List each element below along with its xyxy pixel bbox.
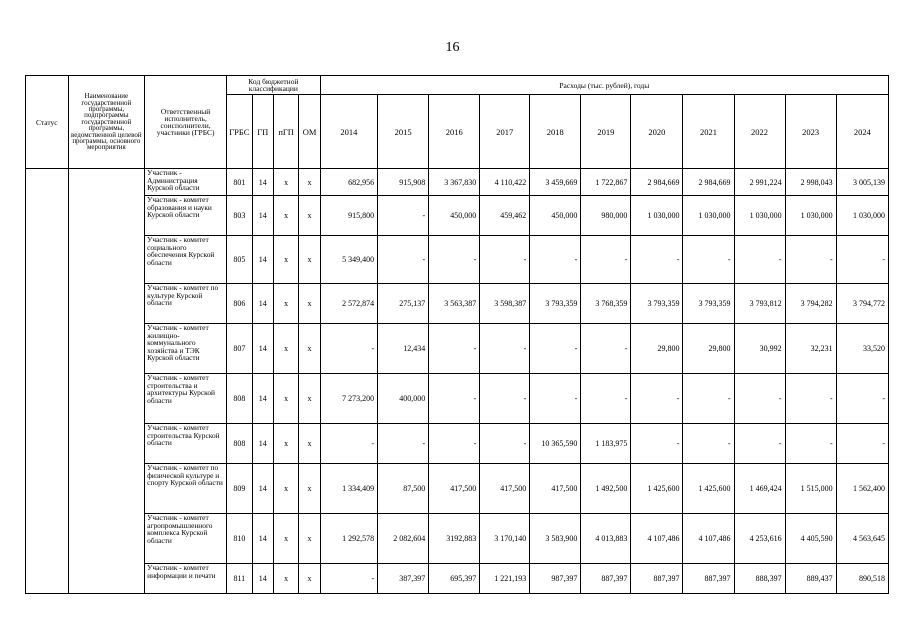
expense-value-cell: 10 365,590	[530, 424, 581, 464]
expense-value-cell: 3 793,359	[631, 284, 683, 324]
gp-cell: 14	[252, 284, 273, 324]
program-name-cell	[68, 169, 145, 594]
expense-value-cell: 3 768,359	[581, 284, 631, 324]
gp-cell: 14	[252, 324, 273, 374]
expense-value-cell: 4 107,486	[683, 514, 734, 564]
pgp-cell: х	[273, 196, 299, 236]
expense-value-cell: -	[683, 424, 734, 464]
table-row	[26, 169, 889, 196]
expense-value-cell: -	[429, 324, 480, 374]
grbs-cell: 805	[227, 236, 253, 284]
expense-value-cell: 695,397	[429, 564, 480, 594]
expense-value-cell: 12,434	[378, 324, 429, 374]
participant-cell: Участник - комитет по культуре Курской области	[145, 284, 227, 324]
year-header: 2017	[480, 95, 530, 169]
gp-cell: 14	[252, 196, 273, 236]
expense-value-cell: 450,000	[429, 196, 480, 236]
om-header: ОМ	[299, 95, 320, 169]
om-cell: х	[299, 424, 320, 464]
participant-cell: Участник - комитет по физической культуре и спорту Курской области	[145, 464, 227, 514]
expense-value-cell: -	[530, 324, 581, 374]
expense-value-cell: 3 459,669	[530, 169, 581, 196]
grbs-cell: 806	[227, 284, 253, 324]
expense-value-cell: 1 183,975	[581, 424, 631, 464]
expense-value-cell: 1 425,600	[683, 464, 734, 514]
expense-value-cell: 1 030,000	[836, 196, 888, 236]
expense-value-cell: 987,397	[530, 564, 581, 594]
participant-cell: Участник - комитет строительства и архитектуры Курской области	[145, 374, 227, 424]
expense-value-cell: 29,800	[683, 324, 734, 374]
budget-table	[25, 75, 889, 594]
om-cell: х	[299, 284, 320, 324]
expense-value-cell: 1 030,000	[734, 196, 785, 236]
year-header: 2020	[631, 95, 683, 169]
program-name-header: Наименование государственной программы, подпрограммы государственной программы, ведомственной целевой программы, основного мероприятия	[68, 76, 145, 169]
gp-cell: 14	[252, 564, 273, 594]
page-number: 16	[445, 40, 460, 55]
table-row	[26, 564, 889, 594]
pgp-cell: х	[273, 514, 299, 564]
grbs-cell: 801	[227, 169, 253, 196]
expense-value-cell: -	[734, 374, 785, 424]
expense-value-cell: -	[785, 424, 836, 464]
expense-value-cell: -	[581, 236, 631, 284]
participant-cell: Участник - комитет образования и науки Курской области	[145, 196, 227, 236]
expense-value-cell: -	[320, 564, 377, 594]
expense-value-cell: -	[530, 374, 581, 424]
expense-value-cell: -	[836, 236, 888, 284]
expense-value-cell: -	[530, 236, 581, 284]
table-row	[26, 236, 889, 284]
expense-value-cell: 1 515,000	[785, 464, 836, 514]
pgp-cell: х	[273, 324, 299, 374]
grbs-cell: 803	[227, 196, 253, 236]
expense-value-cell: 417,500	[530, 464, 581, 514]
expense-value-cell: 3 794,282	[785, 284, 836, 324]
expense-value-cell: 1 292,578	[320, 514, 377, 564]
expense-value-cell: 2 991,224	[734, 169, 785, 196]
grbs-cell: 808	[227, 374, 253, 424]
om-cell: х	[299, 374, 320, 424]
grbs-header: ГРБС	[227, 95, 253, 169]
year-header: 2022	[734, 95, 785, 169]
om-cell: х	[299, 169, 320, 196]
year-header: 2019	[581, 95, 631, 169]
expense-value-cell: 887,397	[683, 564, 734, 594]
pgp-cell: х	[273, 424, 299, 464]
expense-value-cell: 2 572,874	[320, 284, 377, 324]
expense-value-cell: -	[734, 236, 785, 284]
expense-value-cell: -	[320, 324, 377, 374]
expense-value-cell: 980,000	[581, 196, 631, 236]
expense-value-cell: 4 110,422	[480, 169, 530, 196]
gp-cell: 14	[252, 236, 273, 284]
expense-value-cell: 1 722,867	[581, 169, 631, 196]
om-cell: х	[299, 236, 320, 284]
expense-value-cell: 29,800	[631, 324, 683, 374]
om-cell: х	[299, 564, 320, 594]
grbs-cell: 807	[227, 324, 253, 374]
expense-value-cell: 2 984,669	[631, 169, 683, 196]
expense-value-cell: -	[378, 424, 429, 464]
participant-cell: Участник - Администрация Курской области	[145, 169, 227, 196]
expense-value-cell: 2 082,604	[378, 514, 429, 564]
table-row	[26, 464, 889, 514]
expense-value-cell: 275,137	[378, 284, 429, 324]
pgp-cell: х	[273, 236, 299, 284]
expense-value-cell: -	[480, 374, 530, 424]
participant-cell: Участник - комитет агропромышленного комплекса Курской области	[145, 514, 227, 564]
year-header: 2021	[683, 95, 734, 169]
grbs-cell: 810	[227, 514, 253, 564]
expense-value-cell: 7 273,200	[320, 374, 377, 424]
expense-value-cell: 3 793,812	[734, 284, 785, 324]
expense-value-cell: 4 253,616	[734, 514, 785, 564]
pgp-cell: х	[273, 169, 299, 196]
year-header: 2016	[429, 95, 480, 169]
participant-cell: Участник - комитет информации и печати	[145, 564, 227, 594]
pgp-header: пГП	[273, 95, 299, 169]
expense-value-cell: 417,500	[480, 464, 530, 514]
gp-cell: 14	[252, 464, 273, 514]
expense-value-cell: 1 030,000	[785, 196, 836, 236]
expenses-group-header: Расходы (тыс. рублей), годы	[320, 76, 888, 95]
expense-value-cell: 2 998,043	[785, 169, 836, 196]
expense-value-cell: 3 367,830	[429, 169, 480, 196]
expense-value-cell: 30,992	[734, 324, 785, 374]
expense-value-cell: 3 563,387	[429, 284, 480, 324]
year-header: 2023	[785, 95, 836, 169]
expense-value-cell: 450,000	[530, 196, 581, 236]
expense-value-cell: -	[631, 374, 683, 424]
expense-value-cell: 459,462	[480, 196, 530, 236]
table-row	[26, 284, 889, 324]
table-row	[26, 514, 889, 564]
expense-value-cell: -	[581, 324, 631, 374]
expense-value-cell: -	[480, 324, 530, 374]
expense-value-cell: 3 793,359	[530, 284, 581, 324]
year-header: 2024	[836, 95, 888, 169]
participant-cell: Участник - комитет строительства Курской области	[145, 424, 227, 464]
expense-value-cell: -	[631, 236, 683, 284]
expense-value-cell: -	[480, 424, 530, 464]
expense-value-cell: 1 562,400	[836, 464, 888, 514]
expense-value-cell: -	[581, 374, 631, 424]
expense-value-cell: -	[320, 424, 377, 464]
year-header: 2014	[320, 95, 377, 169]
expense-value-cell: 3 583,900	[530, 514, 581, 564]
expense-value-cell: -	[785, 236, 836, 284]
expense-value-cell: 1 221,193	[480, 564, 530, 594]
expense-value-cell: 400,000	[378, 374, 429, 424]
expense-value-cell: -	[429, 236, 480, 284]
budget-body	[26, 169, 889, 594]
status-cell	[26, 169, 69, 594]
expense-value-cell: 4 013,883	[581, 514, 631, 564]
table-row	[26, 424, 889, 464]
expense-value-cell: -	[429, 424, 480, 464]
expense-value-cell: 915,800	[320, 196, 377, 236]
expense-value-cell: 889,437	[785, 564, 836, 594]
expense-value-cell: 4 107,486	[631, 514, 683, 564]
expense-value-cell: 3 793,359	[683, 284, 734, 324]
expense-value-cell: 887,397	[631, 564, 683, 594]
grbs-cell: 811	[227, 564, 253, 594]
expense-value-cell: 1 469,424	[734, 464, 785, 514]
expense-value-cell: 5 349,400	[320, 236, 377, 284]
expense-value-cell: 87,500	[378, 464, 429, 514]
expense-value-cell: 3 598,387	[480, 284, 530, 324]
gp-header: ГП	[252, 95, 273, 169]
om-cell: х	[299, 514, 320, 564]
grbs-cell: 808	[227, 424, 253, 464]
code-group-header: Код бюджетной классификации	[227, 76, 321, 95]
expense-value-cell: -	[734, 424, 785, 464]
expense-value-cell: 682,956	[320, 169, 377, 196]
participant-cell: Участник - комитет жилищно-коммунального хозяйства и ТЭК Курской области	[145, 324, 227, 374]
expense-value-cell: 1 492,500	[581, 464, 631, 514]
gp-cell: 14	[252, 424, 273, 464]
expense-value-cell: 887,397	[581, 564, 631, 594]
expense-value-cell: 1 030,000	[683, 196, 734, 236]
om-cell: х	[299, 196, 320, 236]
expense-value-cell: 890,518	[836, 564, 888, 594]
pgp-cell: х	[273, 564, 299, 594]
om-cell: х	[299, 464, 320, 514]
year-header: 2018	[530, 95, 581, 169]
expense-value-cell: -	[631, 424, 683, 464]
expense-value-cell: -	[378, 196, 429, 236]
expense-value-cell: 3192,883	[429, 514, 480, 564]
pgp-cell: х	[273, 464, 299, 514]
expense-value-cell: -	[683, 374, 734, 424]
executor-header: Ответственный исполнитель, соисполнители, участники (ГРБС)	[145, 76, 227, 169]
gp-cell: 14	[252, 169, 273, 196]
participant-cell: Участник - комитет социального обеспечения Курской области	[145, 236, 227, 284]
expense-value-cell: -	[378, 236, 429, 284]
expense-value-cell: 888,397	[734, 564, 785, 594]
expense-value-cell: -	[836, 424, 888, 464]
expense-value-cell: 4 405,590	[785, 514, 836, 564]
expense-value-cell: -	[836, 374, 888, 424]
table-row	[26, 196, 889, 236]
gp-cell: 14	[252, 514, 273, 564]
expense-value-cell: 417,500	[429, 464, 480, 514]
expense-value-cell: 915,908	[378, 169, 429, 196]
expense-value-cell: 32,231	[785, 324, 836, 374]
table-row	[26, 324, 889, 374]
expense-value-cell: 3 170,140	[480, 514, 530, 564]
expense-value-cell: 1 334,409	[320, 464, 377, 514]
gp-cell: 14	[252, 374, 273, 424]
expense-value-cell: -	[429, 374, 480, 424]
expense-value-cell: -	[480, 236, 530, 284]
expense-value-cell: -	[683, 236, 734, 284]
pgp-cell: х	[273, 374, 299, 424]
expense-value-cell: 3 005,139	[836, 169, 888, 196]
grbs-cell: 809	[227, 464, 253, 514]
expense-value-cell: 1 425,600	[631, 464, 683, 514]
table-row	[26, 374, 889, 424]
expense-value-cell: 33,520	[836, 324, 888, 374]
om-cell: х	[299, 324, 320, 374]
status-header: Статус	[26, 76, 69, 169]
year-header: 2015	[378, 95, 429, 169]
expense-value-cell: 4 563,645	[836, 514, 888, 564]
expense-value-cell: 3 794,772	[836, 284, 888, 324]
pgp-cell: х	[273, 284, 299, 324]
expense-value-cell: 2 984,669	[683, 169, 734, 196]
expense-value-cell: -	[785, 374, 836, 424]
expense-value-cell: 1 030,000	[631, 196, 683, 236]
expense-value-cell: 387,397	[378, 564, 429, 594]
